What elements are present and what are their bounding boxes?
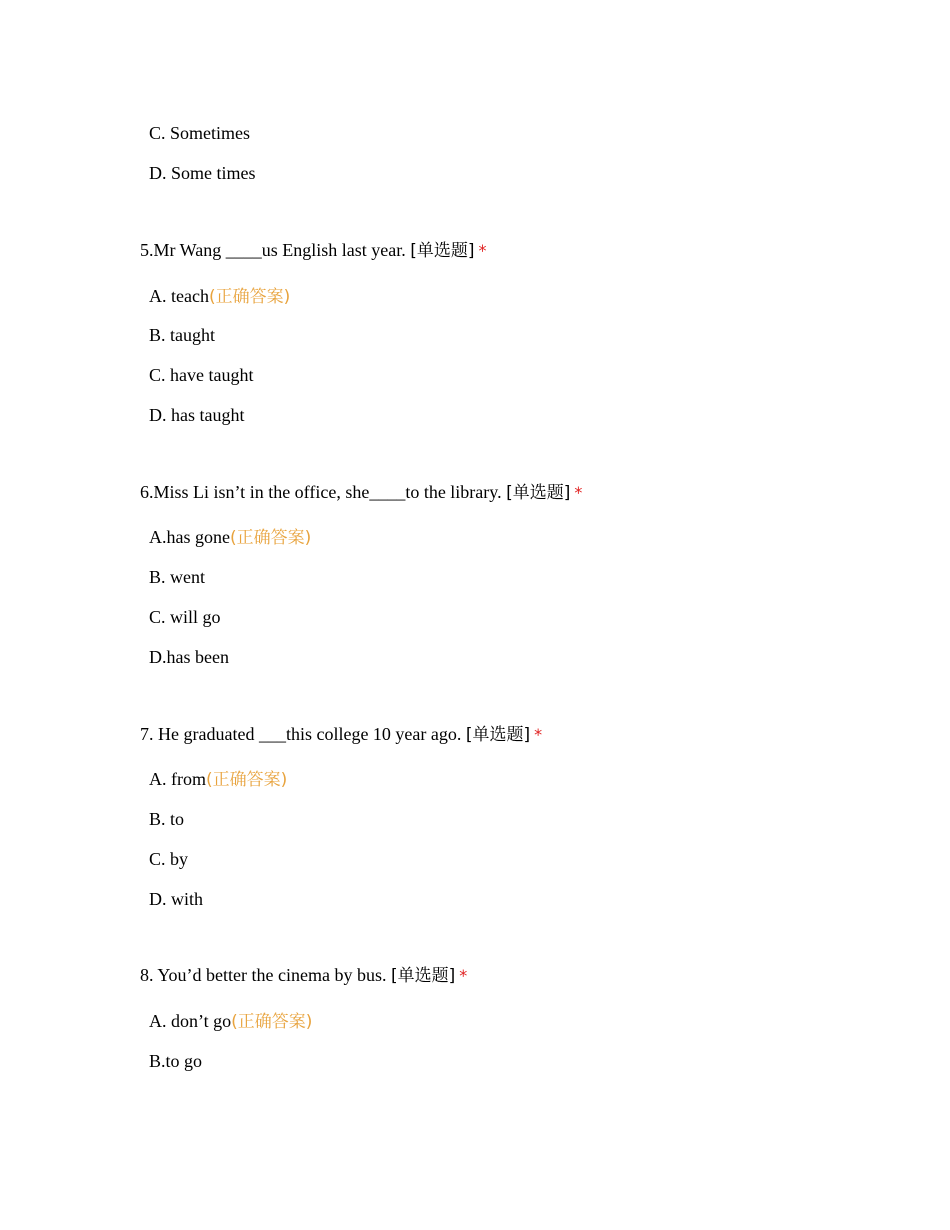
option-8a: A. don’t go(正确答案) [149,1011,313,1032]
question-7-title: 7. He graduated ___this college 10 year ago. [单选题] * [140,724,543,745]
question-8-title: 8. You’d better the cinema by bus. [单选题] * [140,965,468,986]
option-4c: C. Sometimes [149,123,251,143]
option-5c: C. have taught [149,365,254,385]
question-6-title: 6.Miss Li isn’t in the office, she____to the library. [单选题] * [140,482,583,503]
correct-answer-tag: (正确答案) [208,287,291,307]
option-5b: B. taught [149,325,215,345]
correct-answer-tag: (正确答案) [206,770,288,790]
correct-answer-tag: (正确答案) [229,528,312,548]
option-6d: D.has been [149,647,229,667]
option-7b: B. to [149,809,185,829]
required-mark: * [459,966,468,985]
option-8b: B.to go [149,1051,203,1071]
option-6c: C. will go [149,607,221,627]
correct-answer-tag: (正确答案) [231,1012,313,1032]
option-5d: D. has taught [149,405,245,425]
option-6b: B. went [149,567,205,587]
required-mark: * [534,725,543,744]
option-7a: A. from(正确答案) [149,769,288,790]
required-mark: * [574,483,583,502]
option-5a: A. teach(正确答案) [149,286,291,307]
option-7d: D. with [149,889,203,909]
required-mark: * [478,241,487,260]
question-5-title: 5.Mr Wang ____us English last year. [单选题] * [140,240,487,261]
option-4d: D. Some times [149,163,256,183]
option-7c: C. by [149,849,189,869]
option-6a: A.has gone(正确答案) [149,527,312,548]
